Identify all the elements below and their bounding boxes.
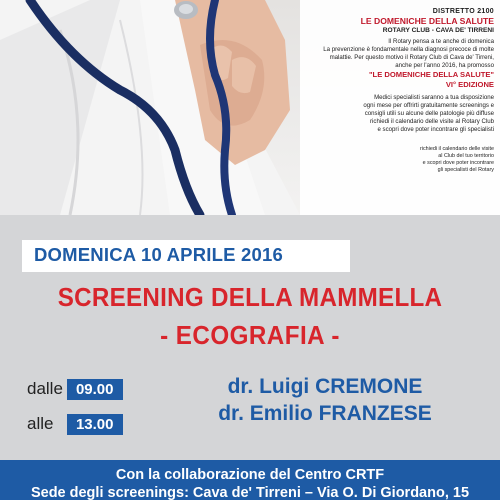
- info-text-line: consigli utili su alcune delle patologie più diffuse: [364, 110, 494, 117]
- edition-title: "LE DOMENICHE DELLA SALUTE": [368, 70, 494, 79]
- event-title: LE DOMENICHE DELLA SALUTE: [360, 16, 494, 26]
- start-time-label: dalle: [27, 379, 63, 398]
- end-time-row: [27, 414, 123, 435]
- info-text-line: richiedi il calendario delle visite al Rotary Club: [370, 118, 494, 125]
- info-text-line: gli specialisti del Rotary: [437, 167, 494, 173]
- district-label: DISTRETTO 2100: [432, 8, 494, 15]
- info-text-line: ogni mese per offrirti gratuitamente screenings e: [363, 102, 494, 109]
- info-text-line: al Club del tuo territorio: [438, 153, 494, 159]
- doctor-name-2: dr. Emilio FRANZESE: [218, 402, 432, 425]
- end-time-badge: 13.00: [67, 414, 123, 435]
- info-text-line: richiedi il calendario delle visite: [419, 146, 494, 152]
- info-text-line: e scopri dove poter incontrare: [422, 160, 494, 166]
- start-time-row: [27, 379, 123, 400]
- club-name: ROTARY CLUB - CAVA DE' TIRRENI: [382, 27, 494, 34]
- info-text-line: e scopri dove poter incontrare gli specialisti: [377, 126, 494, 133]
- footer-collaboration: Con la collaborazione del Centro CRTF: [115, 467, 385, 483]
- edition-number: VI° EDIZIONE: [445, 80, 494, 89]
- footer-address: Sede degli screenings: Cava de' Tirreni – Via O. Di Giordano, 15: [30, 485, 470, 500]
- info-paragraph-2: [304, 94, 494, 134]
- headline-title: SCREENING DELLA MAMMELLA: [57, 282, 443, 312]
- headline-subtitle: - ECOGRAFIA -: [160, 320, 340, 350]
- info-small-note: [304, 146, 494, 174]
- info-text-line: malattie. Per questo motivo il Rotary Club di Cava de' Tirreni,: [329, 54, 494, 61]
- info-text-line: Medici specialisti saranno a tua disposizione: [374, 94, 494, 101]
- info-panel: [300, 0, 500, 215]
- info-text-line: anche per l'anno 2016, ha promosso: [395, 62, 494, 69]
- start-time-badge: 09.00: [67, 379, 123, 400]
- info-text-line: Il Rotary pensa a te anche di domenica: [388, 38, 494, 45]
- doctor-name-1: dr. Luigi CREMONE: [227, 375, 423, 398]
- end-time-label: alle: [27, 414, 54, 433]
- info-text-line: La prevenzione è fondamentale nella diagnosi precoce di molte: [323, 46, 494, 53]
- event-date: DOMENICA 10 APRILE 2016: [22, 240, 350, 272]
- info-paragraph-1: [304, 38, 494, 90]
